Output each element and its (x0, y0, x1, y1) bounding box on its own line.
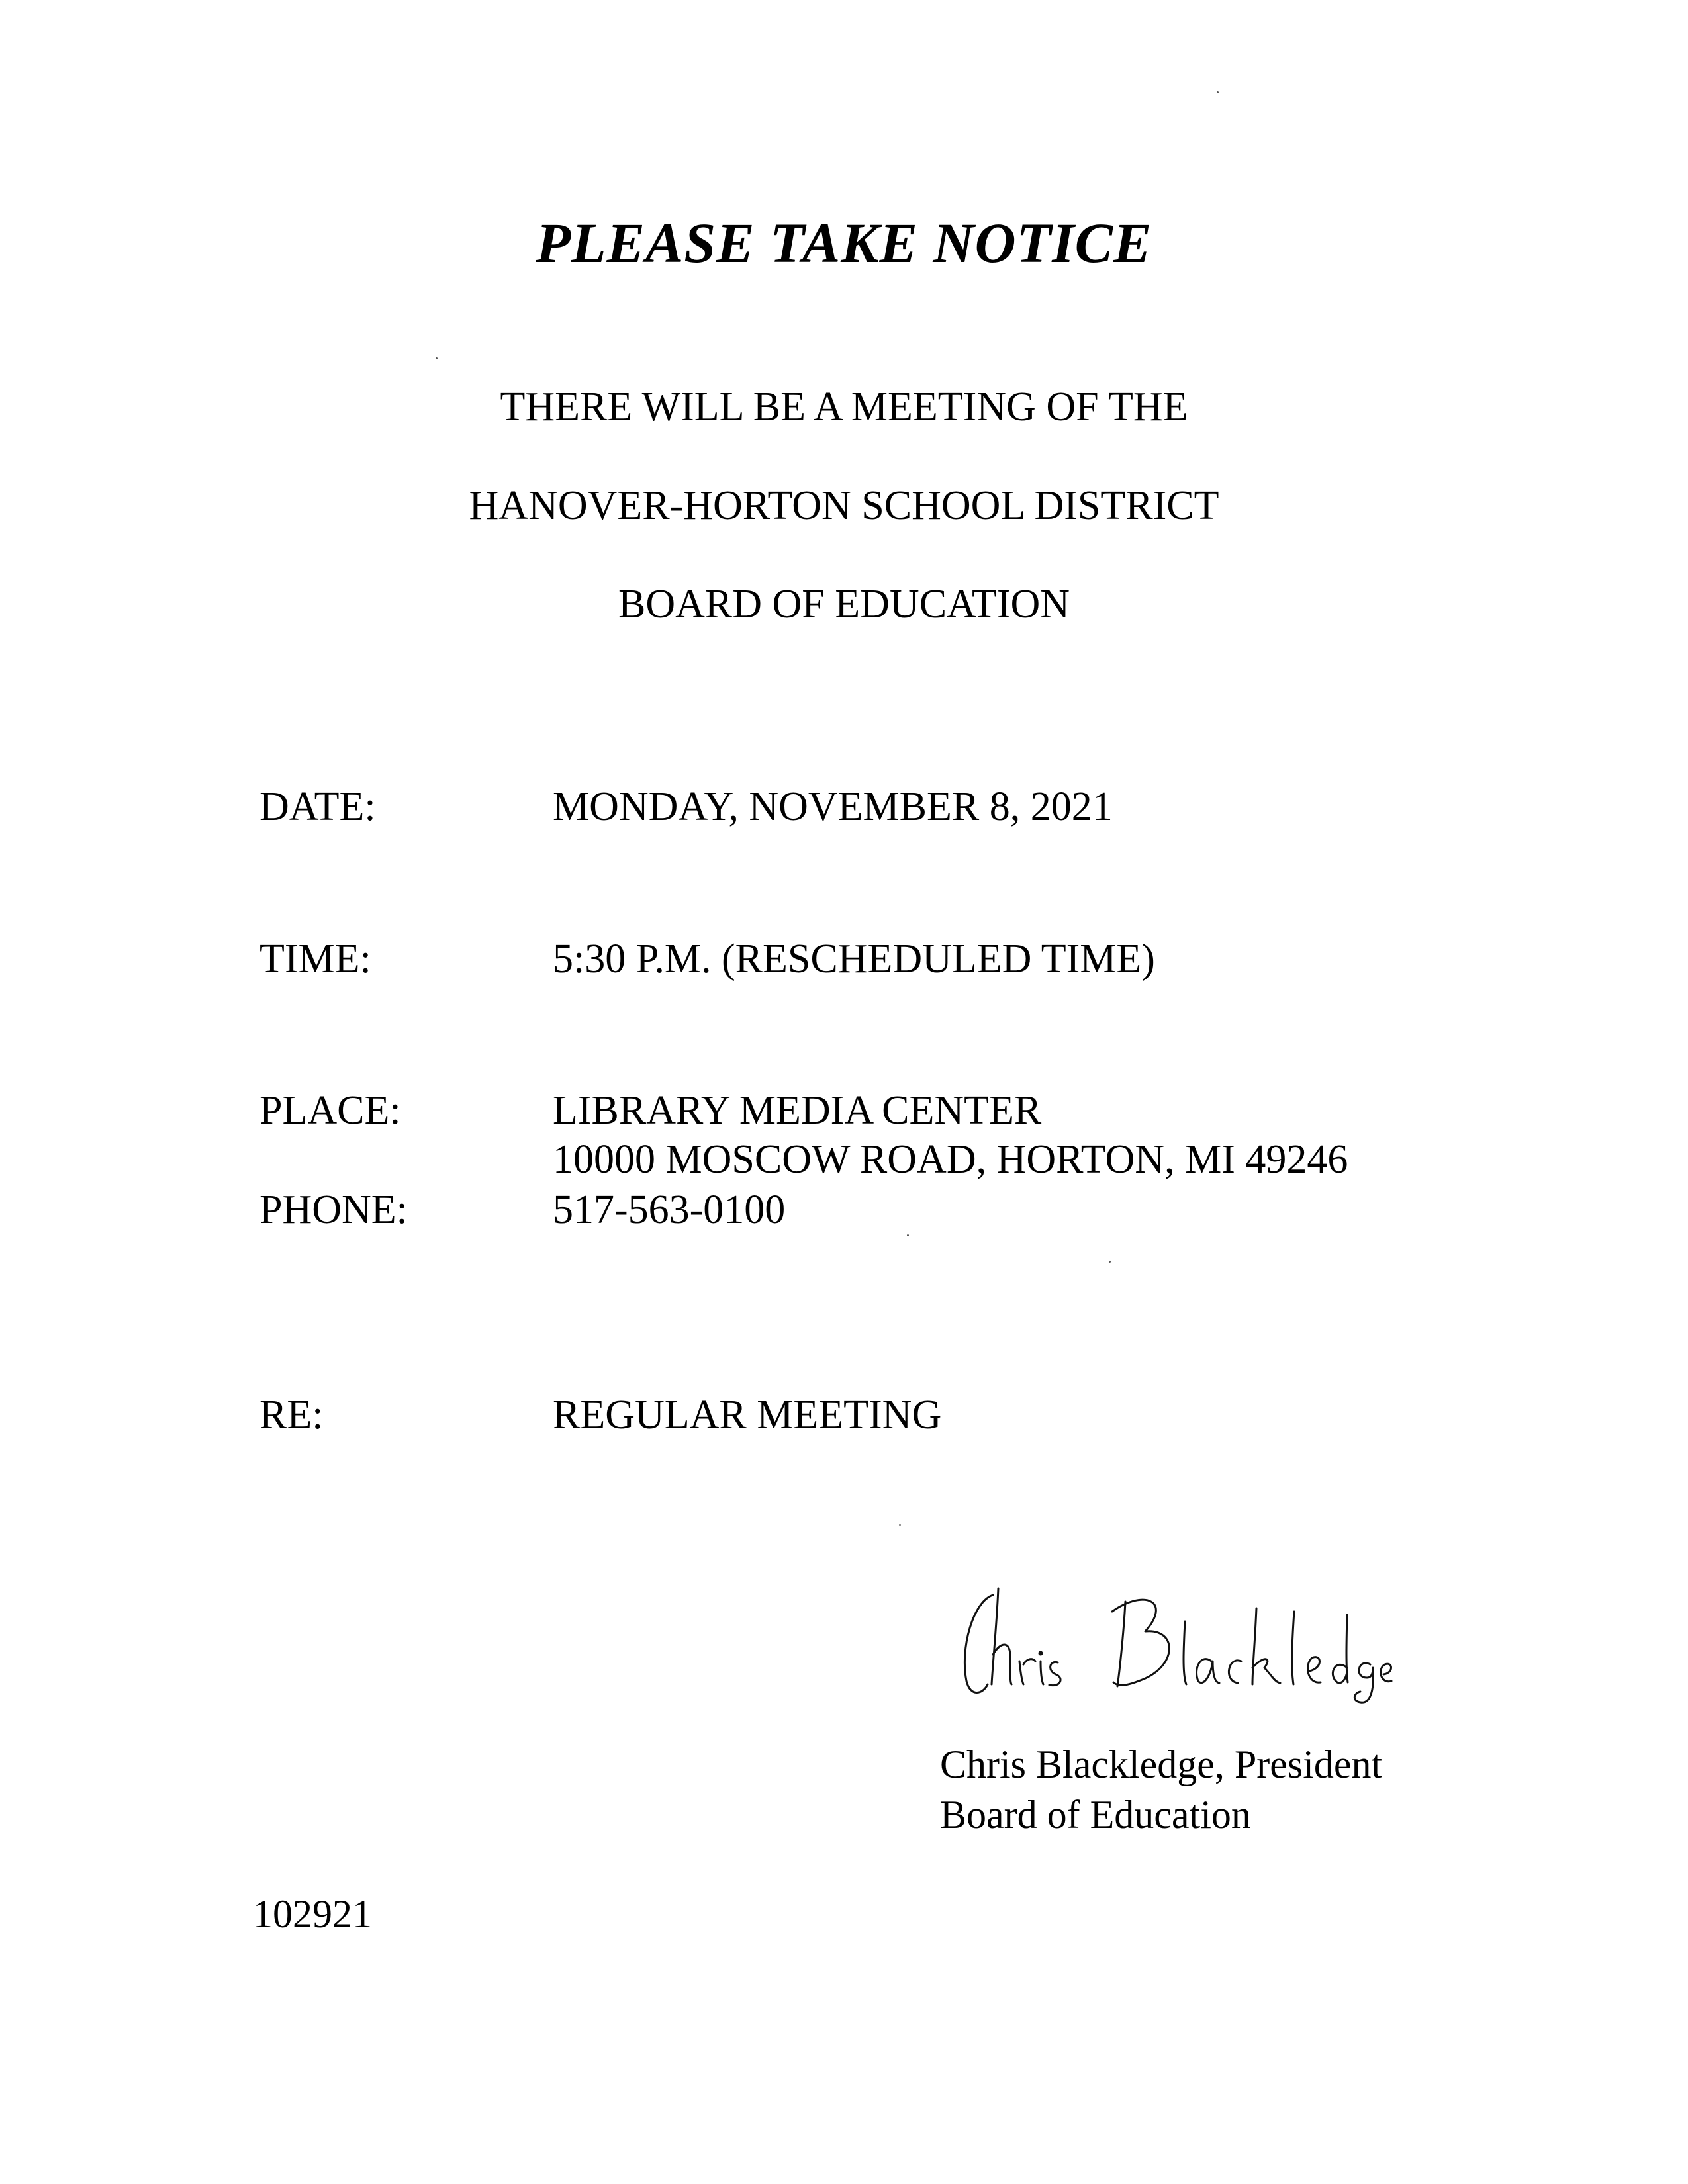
handwritten-signature (947, 1575, 1397, 1707)
signer-organization: Board of Education (940, 1793, 1251, 1837)
place-line-1: LIBRARY MEDIA CENTER (553, 1088, 1042, 1133)
phone-value: 517-563-0100 (553, 1187, 786, 1232)
place-label: PLACE: (259, 1088, 401, 1133)
scan-speck (1217, 91, 1219, 93)
re-value: REGULAR MEETING (553, 1392, 942, 1437)
scan-speck (899, 1524, 901, 1526)
scan-speck (436, 357, 438, 359)
notice-title: PLEASE TAKE NOTICE (536, 211, 1152, 275)
time-label: TIME: (259, 936, 371, 981)
date-label: DATE: (259, 784, 376, 829)
document-number: 102921 (253, 1892, 372, 1936)
intro-line-3: BOARD OF EDUCATION (618, 582, 1070, 627)
scan-speck (907, 1234, 909, 1236)
intro-line-2: HANOVER-HORTON SCHOOL DISTRICT (469, 483, 1219, 528)
re-label: RE: (259, 1392, 324, 1437)
date-value: MONDAY, NOVEMBER 8, 2021 (553, 784, 1113, 829)
time-value: 5:30 P.M. (RESCHEDULED TIME) (553, 936, 1155, 981)
intro-line-1: THERE WILL BE A MEETING OF THE (500, 385, 1188, 430)
signer-name-title: Chris Blackledge, President (940, 1743, 1383, 1786)
scan-speck (1109, 1261, 1111, 1263)
place-line-2: 10000 MOSCOW ROAD, HORTON, MI 49246 (553, 1137, 1348, 1182)
phone-label: PHONE: (259, 1187, 408, 1232)
